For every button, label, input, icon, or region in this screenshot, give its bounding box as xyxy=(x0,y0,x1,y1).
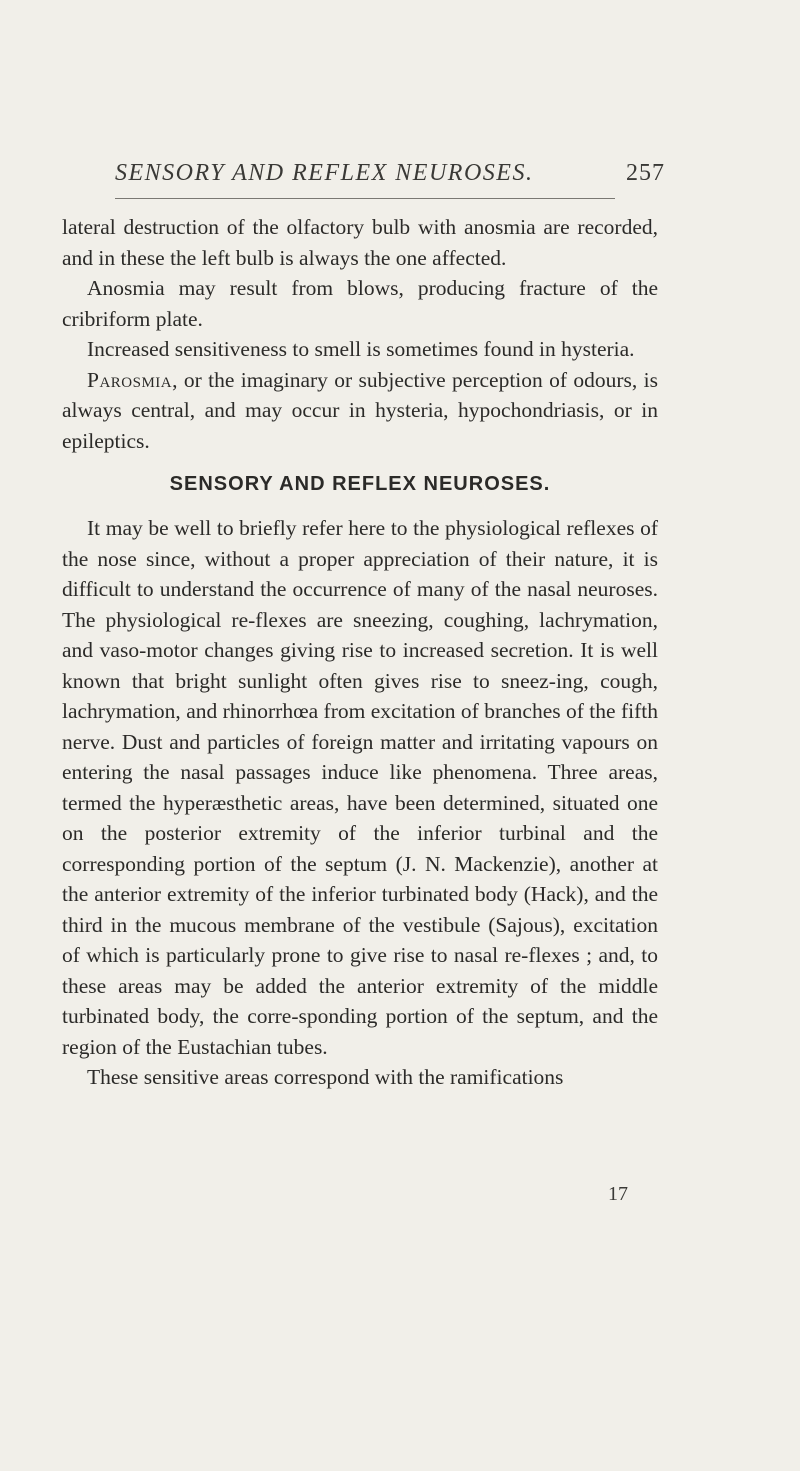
running-head xyxy=(115,160,665,194)
paragraph-continued: lateral destruction of the olfactory bulb with anosmia are recorded, and in these the left bulb is always the one affected. xyxy=(62,215,658,270)
paragraph-physiological-reflexes: It may be well to briefly refer here to the physiological reflexes of the nose since, without a proper appreciation of their nature, it is difficult to understand the occurrence of many of the nasal neuroses. The physiological re-flexes are sneezing, coughing, lachrymation, and vaso-motor changes giving rise to increased secretion. It is well known that bright sunlight often gives rise to sneez-ing, cough, lachrymation, and rhinorrhœa from excitation of branches of the fifth nerve. Dust and particles of foreign matter and irritating vapours on entering the nasal passages induce like phenomena. Three areas, termed the hyperæsthetic areas, have been determined, situated one on the posterior extremity of the inferior turbinal and the corresponding portion of the septum (J. N. Mackenzie), another at the anterior extremity of the inferior turbinated body (Hack), and the third in the mucous membrane of the vestibule (Sajous), excitation of which is particularly prone to give rise to nasal re-flexes ; and, to these areas may be added the anterior extremity of the middle turbinated body, the corre-sponding portion of the septum, and the region of the Eustachian tubes. xyxy=(62,516,658,1059)
parosmia-term: Parosmia xyxy=(87,367,173,392)
running-head-title: SENSORY AND REFLEX NEUROSES. xyxy=(115,160,534,186)
paragraph-increased-sensitiveness: Increased sensitiveness to smell is sometimes found in hysteria. xyxy=(87,337,635,361)
parosmia-text: , or the imaginary or subjective perception of odours, is always central, and may occur in hysteria, hypochondriasis, or in epileptics. xyxy=(62,367,658,453)
paragraph-anosmia-blows: Anosmia may result from blows, producing fracture of the cribriform plate. xyxy=(62,276,658,331)
paragraph-sensitive-areas: These sensitive areas correspond with the ramifications xyxy=(87,1065,564,1089)
page-number: 257 xyxy=(626,160,665,186)
body-text xyxy=(62,212,658,1093)
paragraph-parosmia xyxy=(62,365,658,457)
header-rule xyxy=(115,198,615,199)
section-heading: SENSORY AND REFLEX NEUROSES. xyxy=(169,473,551,495)
signature-mark: 17 xyxy=(608,1183,628,1205)
